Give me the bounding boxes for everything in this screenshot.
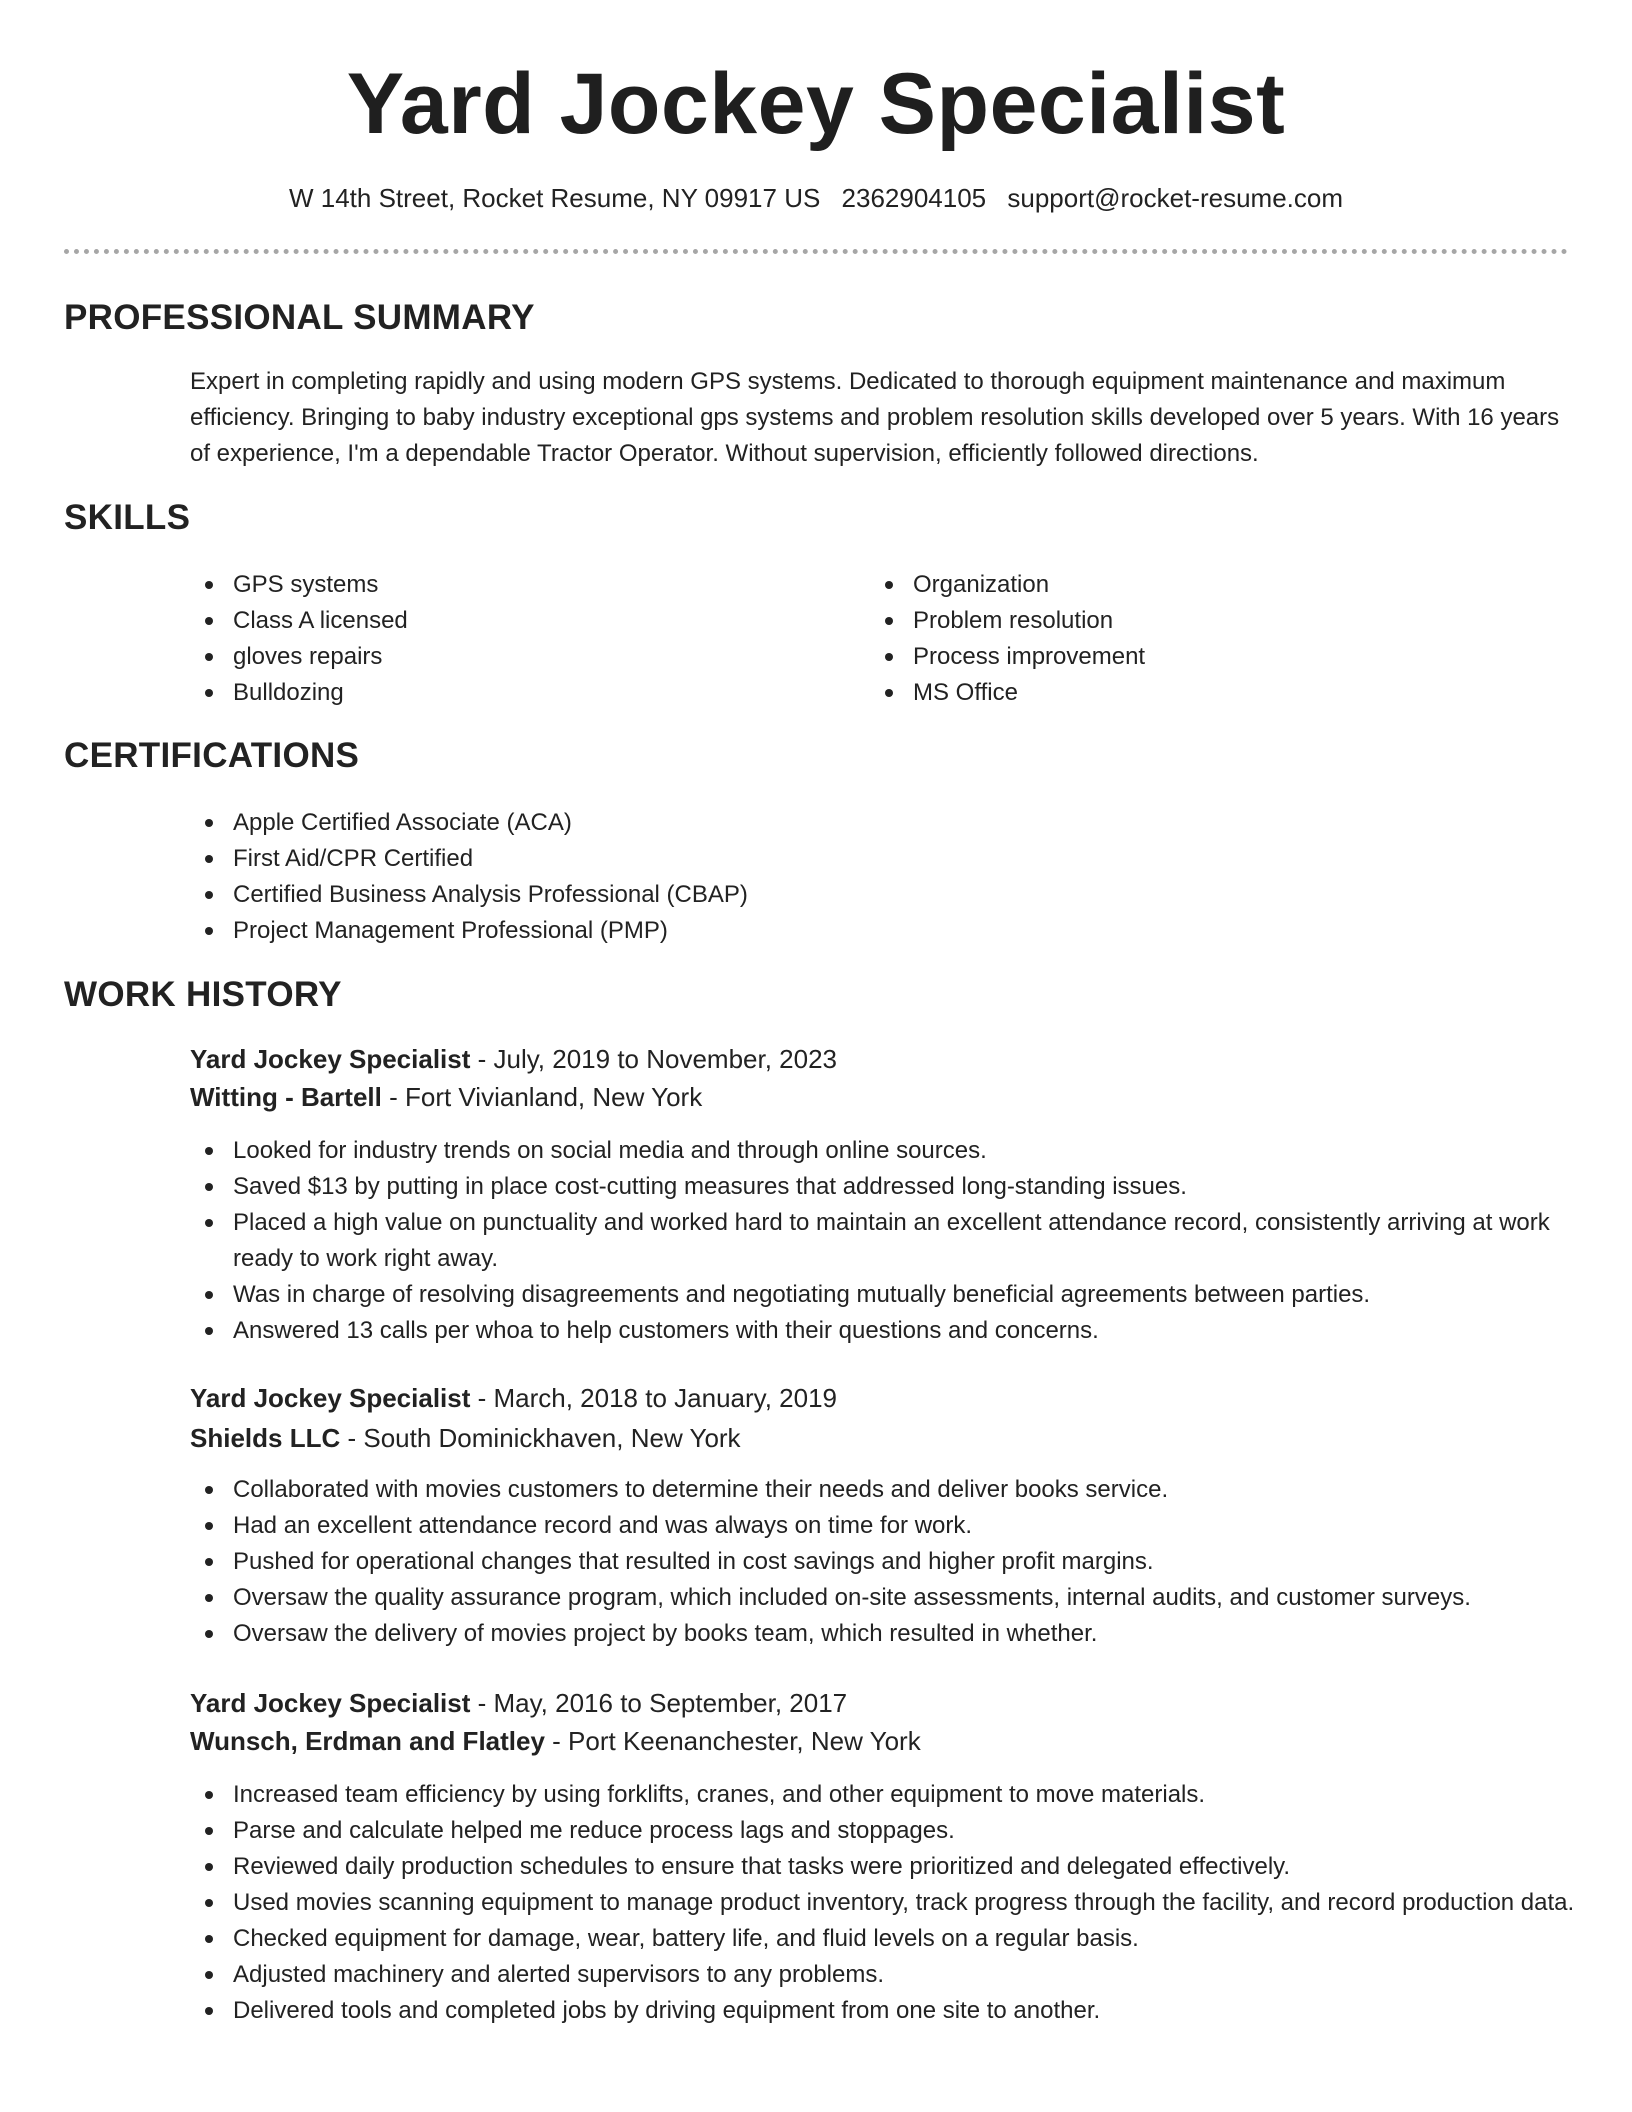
contact-address: W 14th Street, Rocket Resume, NY 09917 US bbox=[288, 183, 821, 213]
job-location: - Port Keenanchester, New York bbox=[544, 1726, 921, 1756]
job-bullet: Was in charge of resolving disagreements and negotiating mutually beneficial agreements between parties. bbox=[190, 1277, 1580, 1313]
job-company-line bbox=[190, 1420, 741, 1456]
job-role: Yard Jockey Specialist bbox=[190, 1383, 471, 1413]
job-bullet: Used movies scanning equipment to manage product inventory, track progress through the facility, and record production data. bbox=[190, 1885, 1580, 1921]
job-bullet: Delivered tools and completed jobs by driving equipment from one site to another. bbox=[190, 1993, 1580, 2029]
job-company: Witting - Bartell bbox=[190, 1082, 382, 1112]
skills-list-right bbox=[870, 567, 1470, 711]
job-bullets-list bbox=[190, 1133, 1580, 1349]
job-dates: - May, 2016 to September, 2017 bbox=[470, 1688, 848, 1718]
job-bullet: Increased team efficiency by using forklifts, cranes, and other equipment to move materials. bbox=[190, 1777, 1580, 1813]
certification-item: Certified Business Analysis Professional (CBAP) bbox=[190, 877, 1490, 913]
job-bullet: Reviewed daily production schedules to ensure that tasks were prioritized and delegated effectively. bbox=[190, 1849, 1580, 1885]
job-title-line bbox=[190, 1380, 837, 1416]
skill-item: Organization bbox=[870, 567, 1470, 603]
skill-item: MS Office bbox=[870, 675, 1470, 711]
job-bullet: Saved $13 by putting in place cost-cutting measures that addressed long-standing issues. bbox=[190, 1169, 1580, 1205]
skill-item: Process improvement bbox=[870, 639, 1470, 675]
certification-item: Apple Certified Associate (ACA) bbox=[190, 805, 1490, 841]
skill-item: gloves repairs bbox=[190, 639, 790, 675]
job-company: Shields LLC bbox=[190, 1423, 341, 1453]
job-title-line bbox=[190, 1685, 847, 1721]
certification-item: First Aid/CPR Certified bbox=[190, 841, 1490, 877]
job-bullet: Collaborated with movies customers to determine their needs and deliver books service. bbox=[190, 1472, 1580, 1508]
job-bullet: Oversaw the delivery of movies project by books team, which resulted in whether. bbox=[190, 1616, 1580, 1652]
contact-email: support@rocket-resume.com bbox=[1007, 183, 1344, 213]
job-role: Yard Jockey Specialist bbox=[190, 1688, 471, 1718]
skill-item: Problem resolution bbox=[870, 603, 1470, 639]
job-title-line bbox=[190, 1041, 837, 1077]
section-title-certifications: CERTIFICATIONS bbox=[64, 736, 360, 775]
skills-list-left bbox=[190, 567, 790, 711]
header-divider bbox=[64, 249, 1568, 254]
job-dates: - March, 2018 to January, 2019 bbox=[470, 1383, 838, 1413]
job-bullet: Parse and calculate helped me reduce process lags and stoppages. bbox=[190, 1813, 1580, 1849]
section-title-summary: PROFESSIONAL SUMMARY bbox=[64, 298, 535, 337]
summary-text: Expert in completing rapidly and using modern GPS systems. Dedicated to thorough equipment maintenance and maximum efficiency. Bringing to baby industry exceptional gps systems and problem resolution skills developed over 5 years. With 16 years of experience, I'm a dependable Tractor Operator. Without supervision, efficiently followed directions. bbox=[190, 368, 1560, 467]
job-location: - South Dominickhaven, New York bbox=[340, 1423, 741, 1453]
contact-phone: 2362904105 bbox=[841, 183, 987, 213]
job-bullet: Checked equipment for damage, wear, battery life, and fluid levels on a regular basis. bbox=[190, 1921, 1580, 1957]
job-role: Yard Jockey Specialist bbox=[190, 1044, 471, 1074]
job-bullet: Answered 13 calls per whoa to help customers with their questions and concerns. bbox=[190, 1313, 1580, 1349]
job-company: Wunsch, Erdman and Flatley bbox=[190, 1726, 545, 1756]
job-bullets-list bbox=[190, 1777, 1580, 2029]
job-bullet: Placed a high value on punctuality and worked hard to maintain an excellent attendance record, consistently arriving at work ready to work right away. bbox=[190, 1205, 1580, 1277]
job-bullet: Oversaw the quality assurance program, which included on-site assessments, internal audits, and customer surveys. bbox=[190, 1580, 1580, 1616]
job-location: - Fort Vivianland, New York bbox=[381, 1082, 703, 1112]
skill-item: GPS systems bbox=[190, 567, 790, 603]
section-title-skills: SKILLS bbox=[64, 498, 191, 537]
certification-item: Project Management Professional (PMP) bbox=[190, 913, 1490, 949]
job-company-line bbox=[190, 1723, 921, 1759]
skill-item: Bulldozing bbox=[190, 675, 790, 711]
section-title-work-history: WORK HISTORY bbox=[64, 975, 342, 1014]
job-dates: - July, 2019 to November, 2023 bbox=[470, 1044, 838, 1074]
resume-name: Yard Jockey Specialist bbox=[346, 56, 1286, 152]
job-bullet: Looked for industry trends on social media and through online sources. bbox=[190, 1133, 1580, 1169]
contact-line bbox=[0, 180, 1632, 216]
certifications-list bbox=[190, 805, 1490, 949]
job-bullet: Pushed for operational changes that resulted in cost savings and higher profit margins. bbox=[190, 1544, 1580, 1580]
job-company-line bbox=[190, 1079, 702, 1115]
job-bullet: Adjusted machinery and alerted supervisors to any problems. bbox=[190, 1957, 1580, 1993]
job-bullet: Had an excellent attendance record and was always on time for work. bbox=[190, 1508, 1580, 1544]
job-bullets-list bbox=[190, 1472, 1580, 1652]
skill-item: Class A licensed bbox=[190, 603, 790, 639]
